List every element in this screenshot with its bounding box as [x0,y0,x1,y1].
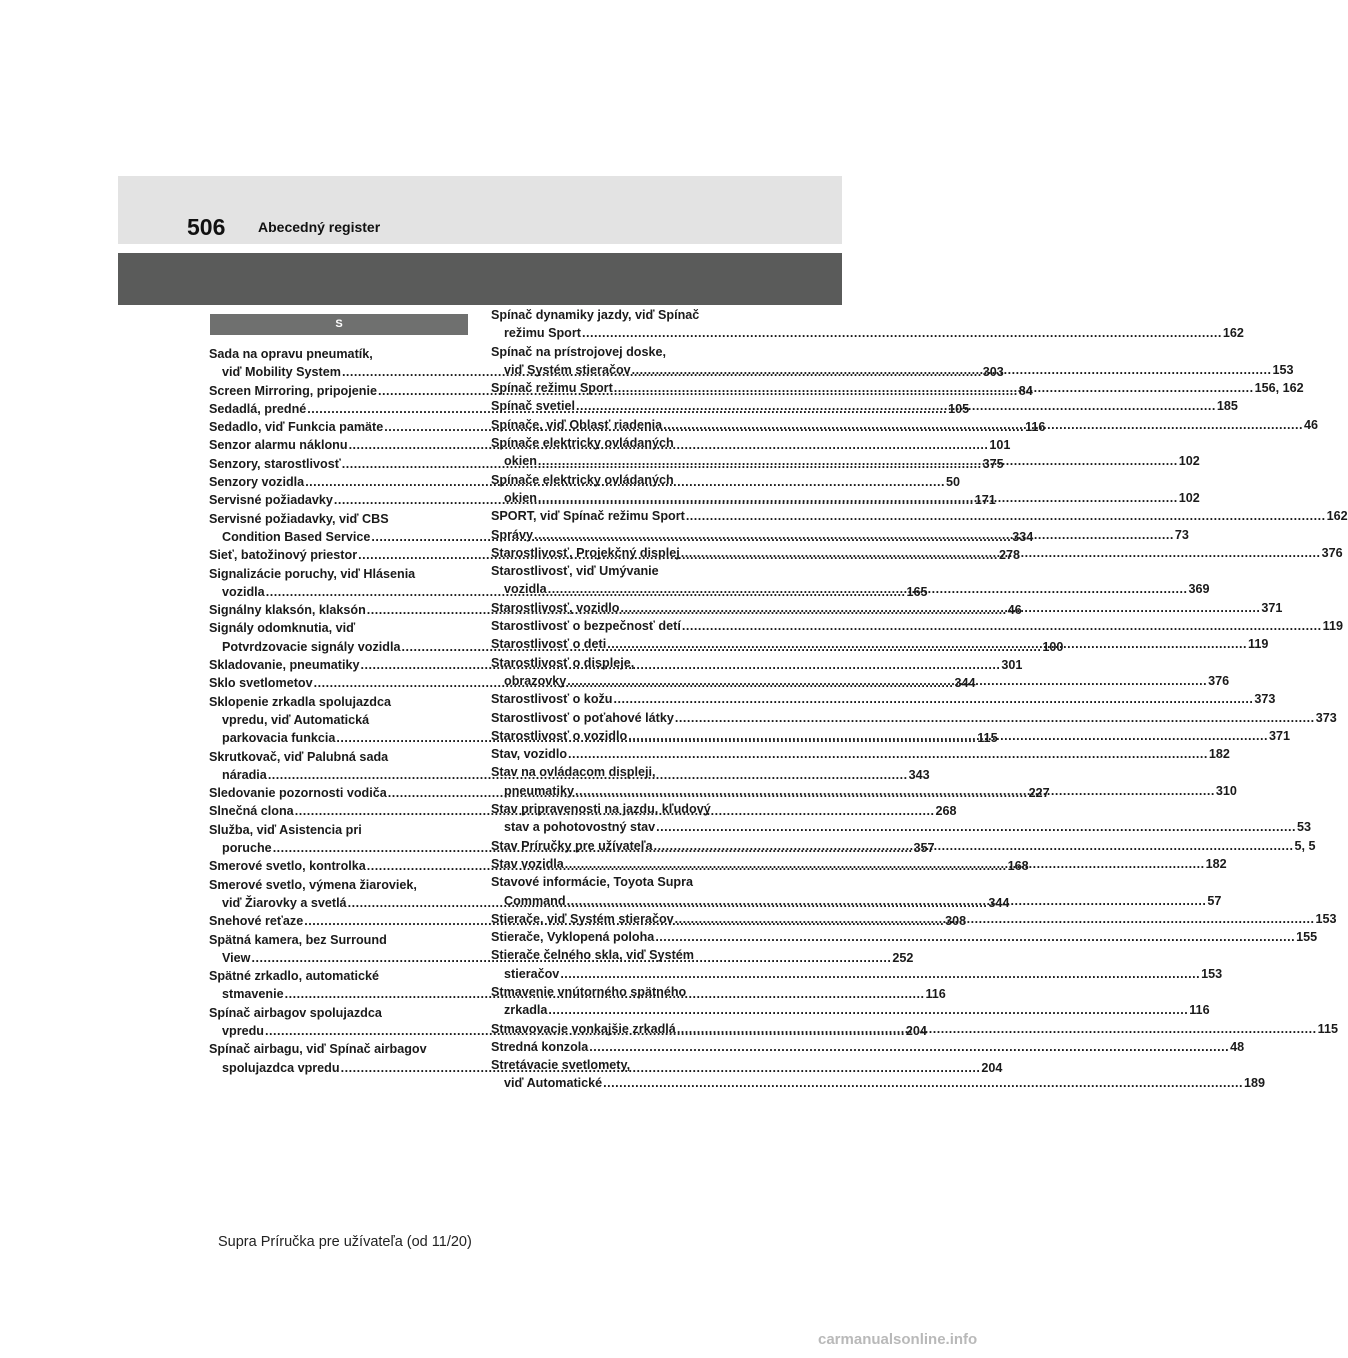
index-entry-text: Command [504,893,566,908]
index-entry-text: Spínač airbagu, viď Spínač airbagov [209,1042,427,1057]
index-entry-text: Screen Mirroring, pripojenie [209,383,377,398]
index-entry-page: 162 [1326,509,1348,524]
index-entry-page: 308 [945,914,967,929]
index-entry-text: vpredu, viď Automatická [222,712,370,727]
index-entry-page: 116 [1025,420,1046,435]
index-entry-text: Starostlivosť o displeje, [491,655,635,670]
index-entry [491,306,1244,343]
index-entry-page: 182 [1205,856,1227,871]
index-entry-page: 5, 5 [1294,838,1316,853]
index-entry-page: 48 [1230,1039,1245,1054]
index-entry-page: 115 [977,731,998,746]
index-entry-page: 165 [906,584,928,599]
index-entry-text: Spínače, viď Oblasť riadenia [491,417,663,432]
section-letter-bar: S [210,314,468,335]
index-entry [491,1038,1245,1056]
index-entry-page: 268 [935,804,957,819]
index-entry-text: viď Automatické [504,1076,603,1091]
index-entry-page: 343 [908,767,930,782]
index-entry-page: 303 [982,365,1004,380]
index-entry-text: Stmavenie vnútorného spätného [491,984,687,999]
index-entry-text: Signálny klaksón, klaksón [209,603,366,618]
index-entry-text: stav a pohotovostný stav [504,820,656,835]
index-entry-text: Spínač svetiel [491,399,575,414]
index-entry [491,745,1230,763]
index-entry-text: náradia [222,767,267,782]
index-entry-text: View [222,950,251,965]
index-entry-text: Senzory vozidla [209,475,305,490]
index-entry-page: 102 [1178,454,1200,469]
leader-dots [548,1001,1188,1019]
page-footer: Supra Príručka pre užívateľa (od 11/20) [218,1234,472,1250]
index-entry-text: Sklopenie zrkadla spolujazdca [209,694,391,709]
index-entry-text: Stierače, viď Systém stieračov [491,911,674,926]
index-entry-page: 162 [1222,326,1244,341]
index-entry-page: 116 [925,987,946,1002]
leader-dots [538,452,1178,470]
leader-dots [628,727,1268,745]
index-entry-text: vpredu [222,1023,264,1038]
index-entry-text: Stav vozidla [491,856,564,871]
index-entry-text: obrazovky [504,673,567,688]
index-entry-text: viď Mobility System [222,365,341,380]
index-entry-text: Sedadlá, predné [209,401,307,416]
index-entry-text: viď Žiarovky a svetlá [222,895,347,910]
index-entry-text: Sada na opravu pneumatík, [209,347,373,361]
index-entry-text: Služba, viď Asistencia pri [209,822,362,837]
index-entry-text: Starostlivosť o bezpečnosť detí [491,619,681,634]
leader-dots [538,489,1178,507]
index-entry-text: stieračov [504,966,560,981]
index-entry-text: Spínače elektricky ovládaných [491,472,674,487]
index-entry-text: stmavenie [222,987,284,1002]
index-entry-page: 171 [974,493,996,508]
index-entry-text: viď Systém stieračov [504,362,631,377]
index-entry-text: pneumatiky [504,783,574,798]
index-entry-text: Starostlivosť o kožu [491,692,613,707]
index-entry-text: Sledovanie pozornosti vodiča [209,786,387,801]
leader-dots [565,855,1205,873]
index-entry-text: Stav, vozidlo [491,747,568,762]
index-entry-text: Starostlivosť o vozidlo [491,728,628,743]
index-entry-page: 357 [913,841,935,856]
index-entry-text: okien [504,490,537,505]
leader-dots [682,617,1322,635]
index-entry-page: 105 [948,401,970,416]
index-entry-text: Servisné požiadavky [209,493,333,508]
index-entry-text: Spínač airbagov spolujazdca [209,1005,382,1020]
index-entry-text: Snehové reťaze [209,914,304,929]
index-entry-text: Starostlivosť o deti [491,637,607,652]
index-entry-page: 371 [1261,600,1283,615]
index-entry-page: 373 [1254,692,1276,707]
index-entry-text: Stavové informácie, Toyota Supra [491,875,694,890]
index-entry-text: Skladovanie, pneumatiky [209,658,360,673]
leader-dots [614,379,1254,397]
index-entry-text: Stredná konzola [491,1039,589,1054]
index-entry-text: Smerové svetlo, výmena žiaroviek, [209,877,417,892]
index-entry-page: 369 [1188,582,1210,597]
index-entry-page: 46 [1007,603,1022,618]
index-entry-text: Stierače čelného skla, viď Systém [491,948,694,963]
index-entry [491,617,1343,635]
index-entry-page: 100 [1042,639,1064,654]
index-entry-text: Spätná kamera, bez Surround [209,932,387,947]
leader-dots [575,782,1215,800]
index-entry-text: Sieť, batožinový priestor [209,548,358,563]
index-entry-page: 301 [1001,658,1023,673]
leader-dots [654,837,1294,855]
index-entry-text: Starostlivosť, Projekčný displej [491,545,680,560]
leader-dots [560,965,1200,983]
index-entry-page: 153 [1201,966,1223,981]
index-entry-page: 46 [1304,417,1319,432]
leader-dots [576,397,1216,415]
index-entry-text: Sedadlo, viď Funkcia pamäte [209,420,384,435]
index-entry-page: 344 [988,895,1010,910]
leader-dots [567,892,1207,910]
leader-dots [603,1074,1243,1092]
index-entry-page: 204 [905,1023,927,1038]
index-entry-page: 373 [1315,710,1337,725]
index-entry [491,507,1348,525]
index-entry-page: 53 [1297,820,1312,835]
index-entry-text: Skrutkovač, viď Palubná sada [209,749,389,764]
leader-dots [567,672,1207,690]
index-entry-text: Signalizácie poruchy, viď Hlásenia [209,566,416,581]
index-entry [491,983,1210,1020]
index-entry-text: Stav pripravenosti na jazdu, kľudový [491,802,711,817]
index-entry-text: Slnečná clona [209,804,294,819]
leader-dots [681,544,1321,562]
index-entry-page: 376 [1321,545,1343,560]
index-entry-page: 50 [946,475,961,490]
index-entry [491,690,1276,708]
index-entry-text: Stav na ovládacom displeji, [491,765,656,780]
leader-dots [675,709,1315,727]
page-title: Abecedný register [258,219,381,235]
leader-dots [582,324,1222,342]
index-entry [491,709,1337,727]
index-entry-page: 153 [1272,362,1294,377]
index-entry-page: 84 [1018,383,1033,398]
index-entry-page: 115 [1317,1021,1338,1036]
index-entry-text: Smerové svetlo, kontrolka [209,859,366,874]
leader-dots [663,416,1303,434]
index-entry-page: 168 [1007,859,1029,874]
leader-dots [548,580,1188,598]
index-entry-text: Spínač dynamiky jazdy, viď Spínač [491,308,700,322]
index-entry-text: Stav Príručky pre užívateľa [491,838,653,853]
leader-dots [656,818,1296,836]
index-entry-text: Servisné požiadavky, viď CBS [209,511,389,526]
index-entry-text: vozidla [504,582,547,597]
index-entry-text: Condition Based Service [222,529,371,544]
index-entry-text: vozidla [222,584,265,599]
leader-dots [614,690,1254,708]
index-entry-page: 371 [1269,728,1291,743]
index-entry-text: Stretávacie svetlomety, [491,1058,631,1073]
index-entry-page: 182 [1208,747,1230,762]
index-entry-page: 155 [1296,930,1318,945]
header-dark-band [118,253,842,305]
leader-dots [675,910,1315,928]
index-entry-text: Spínač režimu Sport [491,381,613,396]
index-entry-page: 344 [954,676,976,691]
index-entry-page: 102 [1178,490,1200,505]
index-entry-text: Starostlivosť, vozidlo [491,600,620,615]
leader-dots [568,745,1208,763]
leader-dots [686,507,1326,525]
index-entry-page: 156, 162 [1254,381,1304,396]
index-entry-page: 189 [1244,1076,1266,1091]
index-entry-text: Signály odomknutia, viď [209,621,356,636]
leader-dots [677,1020,1317,1038]
index-entry-text: Stierače, Vyklopená poloha [491,930,655,945]
index-entry-text: Senzory, starostlivosť [209,456,341,471]
index-entry-text: Spínače elektricky ovládaných [491,436,674,451]
index-entry-page: 375 [982,456,1004,471]
index-entry-page: 376 [1208,673,1230,688]
leader-dots [534,526,1174,544]
index-entry-page: 252 [892,950,914,965]
index-entry-page: 119 [1248,637,1269,652]
index-entry-page: 119 [1322,619,1343,634]
index-entry-text: spolujazdca vpredu [222,1060,340,1075]
index-entry-text: Starostlivosť o poťahové látky [491,710,674,725]
index-entry-page: 334 [1012,529,1034,544]
index-entry-page: 57 [1207,893,1222,908]
leader-dots [632,361,1272,379]
index-entry-text: Starostlivosť, viď Umývanie [491,564,659,579]
index-entry-text: poruche [222,841,272,856]
index-entry-text: okien [504,454,537,469]
index-entry-page: 101 [989,438,1011,453]
index-entry-page: 310 [1215,783,1237,798]
index-entry-text: Potvrdzovacie signály vozidla [222,639,401,654]
page-number: 506 [187,214,226,240]
index-entry-page: 278 [998,548,1020,563]
index-entry-page: 185 [1216,399,1238,414]
index-entry-text: Spätné zrkadlo, automatické [209,969,380,984]
leader-dots [655,928,1295,946]
leader-dots [621,599,1261,617]
leader-dots [607,635,1247,653]
index-entry-text: Správy [491,527,534,542]
index-entry-text: parkovacia funkcia [222,731,336,746]
index-entry-page: 204 [981,1060,1003,1075]
index-entry-page: 227 [1028,786,1050,801]
index-entry-text: Sklo svetlometov [209,676,313,691]
index-entry-text: zrkadla [504,1003,548,1018]
index-entry-page: 116 [1189,1003,1210,1018]
index-entry [491,928,1318,946]
index-entry-text: Stmavovacie vonkajšie zrkadlá [491,1021,676,1036]
index-entry-text: Spínač na prístrojovej doske, [491,344,666,359]
leader-dots [589,1038,1229,1056]
header-band [118,176,842,244]
index-entry-text: Senzor alarmu náklonu [209,438,348,453]
watermark: carmanualsonline.info [818,1331,978,1348]
index-entry-text: režimu Sport [504,326,581,341]
index-entry-page: 153 [1315,911,1337,926]
index-entry-text: SPORT, viď Spínač režimu Sport [491,509,685,524]
index-entry-page: 73 [1174,527,1189,542]
